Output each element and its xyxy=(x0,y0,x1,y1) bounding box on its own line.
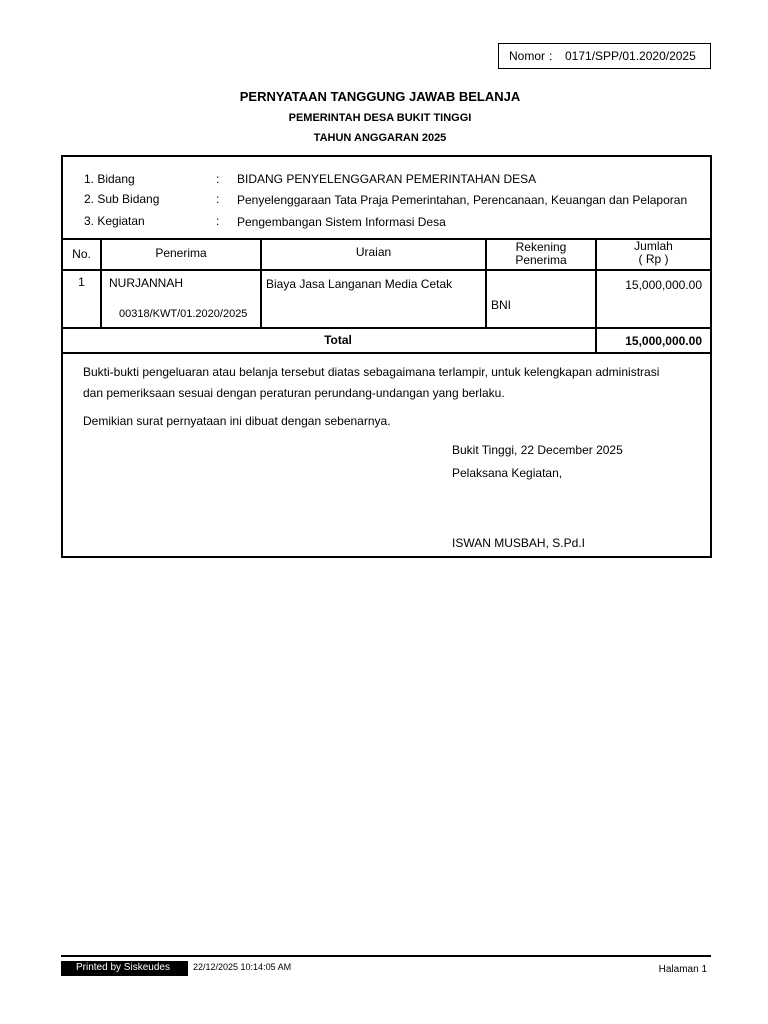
table-header-border xyxy=(63,269,710,271)
print-timestamp: 22/12/2025 10:14:05 AM xyxy=(193,962,292,972)
footer-divider xyxy=(61,955,711,957)
statement-line-3: Demikian surat pernyataan ini dibuat dengan sebenarnya. xyxy=(83,414,391,428)
info-kegiatan-label: 3. Kegiatan xyxy=(84,214,145,228)
table-total-border xyxy=(63,352,710,354)
nomor-box xyxy=(498,43,711,69)
nomor-colon: : xyxy=(549,49,553,63)
nomor-label: Nomor xyxy=(509,49,546,63)
printed-by-badge xyxy=(61,961,188,976)
printed-by-label: Printed by Siskeudes xyxy=(76,962,170,973)
info-subbidang-colon: : xyxy=(216,192,220,206)
th-uraian: Uraian xyxy=(355,245,392,259)
row-no: 1 xyxy=(78,275,85,289)
row-penerima: NURJANNAH xyxy=(109,276,184,290)
info-subbidang-value: Penyelenggaraan Tata Praja Pemerintahan, Perencanaan, Keuangan dan Pelaporan xyxy=(237,193,688,207)
info-kegiatan-colon: : xyxy=(216,214,220,228)
row-kwitansi: 00318/KWT/01.2020/2025 xyxy=(119,308,248,320)
nomor-value: 0171/SPP/01.2020/2025 xyxy=(565,49,696,63)
row-rekening: BNI xyxy=(491,298,512,312)
th-rekening-1: Rekening xyxy=(515,240,567,254)
info-bidang-value: BIDANG PENYELENGGARAN PEMERINTAHAN DESA xyxy=(237,172,537,186)
th-jumlah-1: Jumlah xyxy=(634,239,673,253)
signature-role: Pelaksana Kegiatan, xyxy=(452,466,563,480)
page-number: Halaman 1 xyxy=(658,964,707,975)
table-row-border xyxy=(63,327,710,329)
info-bidang-label: 1. Bidang xyxy=(84,172,135,186)
document-subtitle: PEMERINTAH DESA BUKIT TINGGI xyxy=(288,112,472,124)
info-subbidang-label: 2. Sub Bidang xyxy=(84,192,160,206)
statement-line-2: dan pemeriksaan sesuai dengan peraturan perundang-undangan yang berlaku. xyxy=(83,386,505,400)
statement-line-1: Bukti-bukti pengeluaran atau belanja tersebut diatas sebagaimana terlampir, untuk kelengkapan administrasi xyxy=(83,365,660,379)
info-bidang-colon: : xyxy=(216,172,220,186)
row-uraian: Biaya Jasa Langanan Media Cetak xyxy=(266,277,453,291)
total-value: 15,000,000.00 xyxy=(625,334,702,348)
signature-place-date: Bukit Tinggi, 22 December 2025 xyxy=(452,443,623,457)
th-penerima: Penerima xyxy=(155,246,207,260)
total-label: Total xyxy=(324,333,352,347)
document-frame xyxy=(61,155,712,558)
th-no: No. xyxy=(72,247,91,261)
th-jumlah-2: ( Rp ) xyxy=(638,252,669,266)
signature-name: ISWAN MUSBAH, S.Pd.I xyxy=(452,536,585,550)
row-jumlah: 15,000,000.00 xyxy=(625,278,702,292)
document-title: PERNYATAAN TANGGUNG JAWAB BELANJA xyxy=(239,89,521,104)
info-kegiatan-value: Pengembangan Sistem Informasi Desa xyxy=(237,215,446,229)
fiscal-year: TAHUN ANGGARAN 2025 xyxy=(313,132,447,144)
th-rekening-2: Penerima xyxy=(515,253,567,267)
